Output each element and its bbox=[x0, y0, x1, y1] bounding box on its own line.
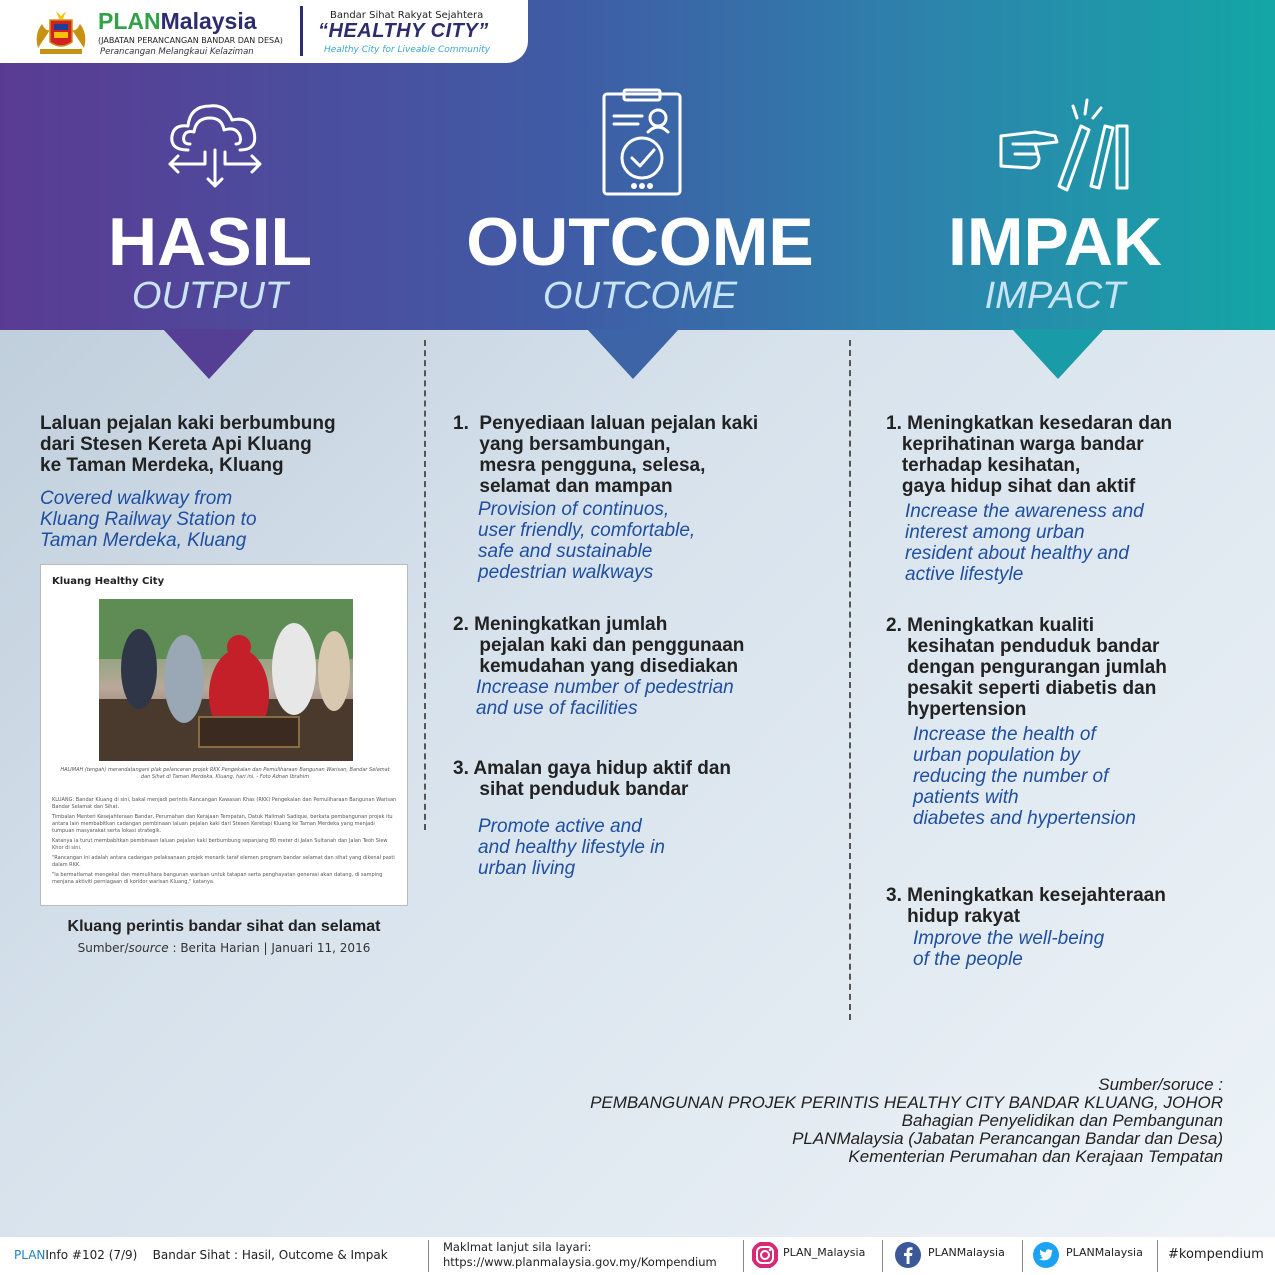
healthy-city-top: Bandar Sihat Rakyat Sejahtera bbox=[330, 10, 484, 21]
outcome-2-english bbox=[476, 677, 734, 719]
source-line: PEMBANGUNAN PROJEK PERINTIS HEALTHY CITY BANDAR KLUANG, JOHOR bbox=[590, 1093, 1223, 1112]
text-line: dengan pengurangan jumlah bbox=[886, 657, 1167, 678]
source-line: PLANMalaysia (Jabatan Perancangan Bandar dan Desa) bbox=[792, 1129, 1223, 1148]
text-line: pedestrian walkways bbox=[478, 562, 654, 583]
text-line: diabetes and hypertension bbox=[913, 808, 1136, 829]
text-line: 3. Meningkatkan kesejahteraan bbox=[886, 885, 1166, 906]
text-line: urban living bbox=[478, 858, 576, 879]
outcome-3-malay bbox=[453, 758, 731, 800]
plan-tagline: Perancangan Melangkaui Kelaziman bbox=[100, 47, 254, 57]
text-line: resident about healthy and bbox=[905, 543, 1129, 564]
impact-2-malay bbox=[886, 615, 1167, 720]
cloud-arrows-icon bbox=[160, 92, 270, 192]
crowd-photo-icon bbox=[99, 599, 353, 761]
text-line: Covered walkway from bbox=[40, 488, 233, 509]
outcome-1-malay bbox=[453, 413, 758, 497]
text-line: selamat dan mampan bbox=[453, 476, 673, 497]
text-line: gaya hidup sihat dan aktif bbox=[886, 476, 1136, 497]
plan-subtitle: (JABATAN PERANCANGAN BANDAR DAN DESA) bbox=[98, 36, 283, 45]
text-line: Promote active and bbox=[478, 816, 642, 837]
output-english-text bbox=[40, 488, 257, 551]
paragraph: "Ia bermatlamat mengekal dan memulihara bangunan warisan untuk tatapan serta penghayatan generasi akan datang, di samping menjana aktiviti perniagaan di koridor warisan Kluang," katanya. bbox=[52, 872, 383, 885]
article-caption: HALIMAH (tengah) merandatangani plak pelancaran projek RKK Pengekalan dan Pemuliharaan Bangunan Warisan, Bandar Selamat dan Sihat di Taman Merdeka, Kluang, hari ini. - Foto Adnan Ibrahim bbox=[60, 767, 390, 780]
text-line: sihat penduduk bandar bbox=[453, 779, 689, 800]
article-title: Kluang Healthy City bbox=[52, 576, 165, 587]
impact-3-english bbox=[913, 928, 1104, 970]
text-line: dari Stesen Kereta Api Kluang bbox=[40, 434, 312, 455]
impact-2-english bbox=[913, 724, 1136, 829]
text-line: yang bersambungan, bbox=[453, 434, 671, 455]
text-line: keprihatinan warga bandar bbox=[886, 434, 1144, 455]
text-line: terhadap kesihatan, bbox=[886, 455, 1081, 476]
paragraph: Katanya ia turut membabitkan pembinaan laluan pejalan kaki berbumbung sepanjang 80 meter di Jalan Sultanah dan Jalan Teoh Siew Khor di sini. bbox=[52, 838, 388, 851]
text-line: 1. Meningkatkan kesedaran dan bbox=[886, 413, 1173, 434]
header-title: IMPAK bbox=[947, 204, 1163, 280]
header-title: OUTCOME bbox=[466, 204, 814, 280]
text-line: Taman Merdeka, Kluang bbox=[40, 530, 247, 551]
logo-header bbox=[0, 0, 528, 63]
text-line: Increase the health of bbox=[913, 724, 1096, 745]
text-line: interest among urban bbox=[905, 522, 1085, 543]
text-line: patients with bbox=[913, 787, 1019, 808]
text-line: ke Taman Merdeka, Kluang bbox=[40, 455, 284, 476]
text-line: Increase the awareness and bbox=[905, 501, 1144, 522]
text-line: kesihatan penduduk bandar bbox=[886, 636, 1160, 657]
text-line: kemudahan yang disediakan bbox=[453, 656, 739, 677]
text-line: of the people bbox=[913, 949, 1023, 970]
text-line: pesakit seperti diabetis dan bbox=[886, 678, 1157, 699]
header-subtitle: OUTCOME bbox=[542, 275, 738, 317]
text-line: Laluan pejalan kaki berbumbung bbox=[40, 413, 336, 434]
paragraph: KLUANG: Bandar Kluang di sini, bakal menjadi perintis Rancangan Kawasan Khas (RKK) Pengekalan dan Pemuliharaan Bangunan Warisan Bandar Selamat dan Sihat. bbox=[52, 797, 397, 810]
healthy-city-subtitle: Healthy City for Liveable Community bbox=[324, 45, 491, 55]
hand-dominoes-icon bbox=[995, 96, 1135, 196]
text-line: user friendly, comfortable, bbox=[478, 520, 696, 541]
text-line: mesra pengguna, selesa, bbox=[453, 455, 706, 476]
more-info-link[interactable]: https://www.planmalaysia.gov.my/Kompendium bbox=[443, 1255, 717, 1269]
output-malay-text bbox=[40, 413, 336, 476]
plan-malaysia-logo-text: PLANMalaysia bbox=[98, 8, 257, 34]
text-line: hypertension bbox=[886, 699, 1027, 720]
column-header-outcome bbox=[440, 204, 840, 317]
text-line: active lifestyle bbox=[905, 564, 1024, 585]
more-info-label: Maklmat lanjut sila layari: bbox=[443, 1240, 592, 1254]
footer-divider bbox=[743, 1240, 744, 1272]
article-headline: Kluang perintis bandar sihat dan selamat bbox=[67, 918, 381, 935]
source-line: Bahagian Penyelidikan dan Pembangunan bbox=[901, 1111, 1223, 1130]
text-line: urban population by bbox=[913, 745, 1080, 766]
hashtag[interactable]: #kompendium bbox=[1168, 1247, 1264, 1262]
text-line: and healthy lifestyle in bbox=[478, 837, 665, 858]
text-line: 2. Meningkatkan jumlah bbox=[453, 614, 668, 635]
dashed-divider-left bbox=[424, 340, 426, 830]
facebook-handle[interactable]: PLANMalaysia bbox=[928, 1246, 1005, 1259]
dashed-divider-right bbox=[849, 340, 851, 1020]
text-line: Improve the well-being bbox=[913, 928, 1105, 949]
source-label: Sumber/soruce : bbox=[1098, 1075, 1223, 1094]
text-line: Kluang Railway Station to bbox=[40, 509, 257, 530]
footer-divider bbox=[428, 1240, 429, 1272]
impact-3-malay bbox=[886, 885, 1166, 927]
instagram-icon[interactable] bbox=[751, 1241, 779, 1269]
outcome-3-english bbox=[478, 816, 665, 879]
text-line: pejalan kaki dan penggunaan bbox=[453, 635, 745, 656]
source-credits bbox=[590, 1076, 1223, 1166]
text-line: Provision of continuos, bbox=[478, 499, 670, 520]
news-article-clipping bbox=[40, 564, 408, 906]
header-title: HASIL bbox=[108, 204, 312, 280]
outcome-2-malay bbox=[453, 614, 744, 677]
text-line: 2. Meningkatkan kualiti bbox=[886, 615, 1094, 636]
footer-divider bbox=[1022, 1240, 1023, 1272]
footer-bar bbox=[0, 1237, 1275, 1275]
text-line: reducing the number of bbox=[913, 766, 1109, 787]
text-line: safe and sustainable bbox=[478, 541, 653, 562]
paragraph: Timbalan Menteri Kesejahteraan Bandar, Perumahan dan Kerajaan Tempatan, Datuk Halimah Sadique, berkata pembangunan projek itu antara lain membabitkan cadangan pembinaan laluan pejalan kaki dari Stesen Keretapi Kluang ke Taman Merdeka yang menjadi tumpuan masyarakat serta lokasi strategik. bbox=[52, 814, 393, 834]
instagram-handle[interactable]: PLAN_Malaysia bbox=[783, 1246, 866, 1259]
twitter-handle[interactable]: PLANMalaysia bbox=[1066, 1246, 1143, 1259]
twitter-icon[interactable] bbox=[1032, 1241, 1060, 1269]
facebook-icon[interactable] bbox=[894, 1241, 922, 1269]
pointer-triangle-output bbox=[163, 329, 255, 379]
paragraph: "Rancangan ini adalah antara cadangan pelaksanaan projek menarik taraf elemen program bandar selamat dan sihat yang dikenal pasti dalam RKK. bbox=[52, 855, 395, 868]
header-subtitle: IMPACT bbox=[984, 275, 1126, 317]
malaysia-crest-icon bbox=[30, 8, 92, 56]
outcome-1-english bbox=[478, 499, 695, 583]
text-line: and use of facilities bbox=[476, 698, 638, 719]
article-body bbox=[52, 797, 398, 889]
impact-1-malay bbox=[886, 413, 1172, 497]
pointer-triangle-impact bbox=[1012, 329, 1104, 379]
text-line: Increase number of pedestrian bbox=[476, 677, 734, 698]
article-source: Sumber/source : Berita Harian | Januari 11, 2016 bbox=[77, 941, 371, 955]
pointer-triangle-outcome bbox=[587, 329, 679, 379]
footer-divider bbox=[1157, 1240, 1158, 1272]
column-header-output bbox=[60, 204, 360, 317]
source-line: Kementerian Perumahan dan Kerajaan Tempatan bbox=[848, 1147, 1223, 1166]
footer-info: PLANInfo #102 (7/9) Bandar Sihat : Hasil, Outcome & Impak bbox=[14, 1248, 388, 1262]
footer-divider bbox=[882, 1240, 883, 1272]
footer-more-info bbox=[443, 1240, 717, 1270]
article-photo bbox=[99, 599, 353, 761]
logo-divider bbox=[300, 6, 303, 56]
impact-1-english bbox=[905, 501, 1144, 585]
healthy-city-title: “HEALTHY CITY” bbox=[318, 20, 489, 42]
text-line: 3. Amalan gaya hidup aktif dan bbox=[453, 758, 732, 779]
column-header-impact bbox=[905, 204, 1205, 317]
header-subtitle: OUTPUT bbox=[131, 275, 289, 317]
text-line: 1. Penyediaan laluan pejalan kaki bbox=[453, 413, 759, 434]
text-line: hidup rakyat bbox=[886, 906, 1021, 927]
clipboard-check-icon bbox=[600, 88, 684, 198]
